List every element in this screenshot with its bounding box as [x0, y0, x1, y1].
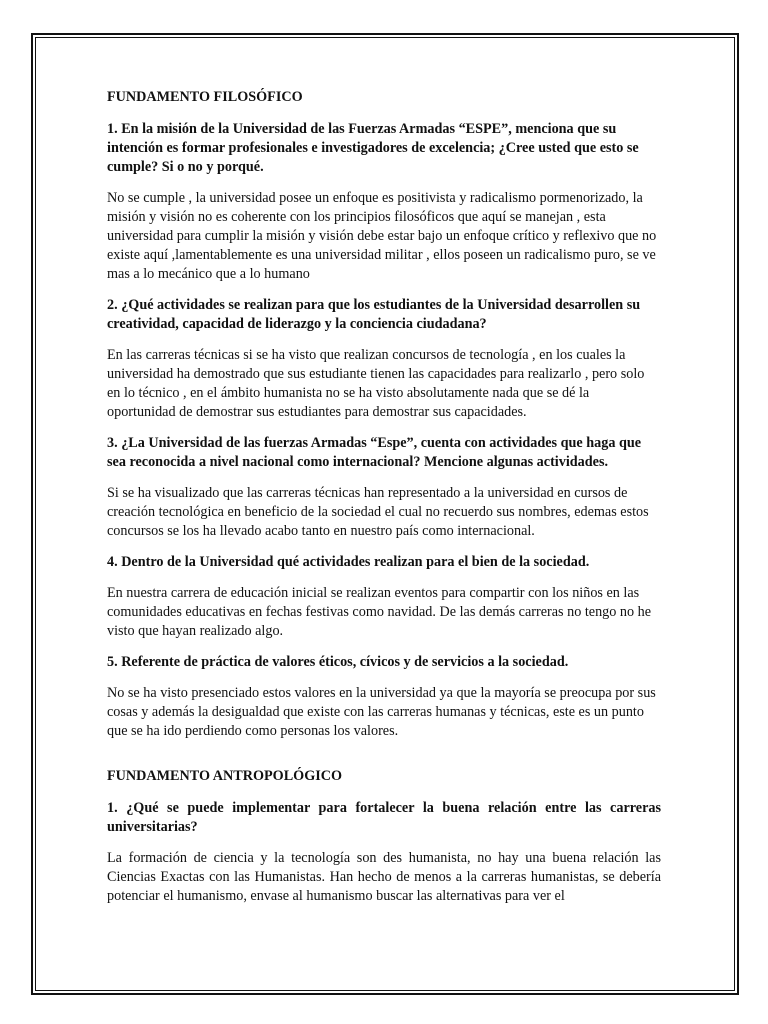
answer-antropologico-1: La formación de ciencia y la tecnología son des humanista, no hay una buena relación las Ciencias Exactas con las Humanistas. Han hecho de menos a la carreras humanistas, se debería potenciar el humanismo, envase al humanismo buscar las alternativas para ver el — [107, 850, 661, 904]
answer-4: En nuestra carrera de educación inicial se realizan eventos para compartir con los niños en las comunidades educativas en fechas festivas como navidad. De las demás carreras no tengo no he visto que hayan realizado algo. — [107, 585, 652, 639]
answer-5: No se ha visto presenciado estos valores en la universidad ya que la mayoría se preocupa por sus cosas y además la desigualdad que existe con las carreras humanas y técnicas, este es un punto que se ha ido perdiendo como personas los valores. — [107, 685, 656, 739]
document-body — [107, 88, 661, 918]
question-5: 5. Referente de práctica de valores éticos, cívicos y de servicios a la sociedad. — [107, 654, 569, 670]
answer-1: No se cumple , la universidad posee un enfoque es positivista y radicalismo pormenorizado, la misión y visión no es coherente con los principios filosóficos que aquí se manejan , esta universidad para cumplir la misión y visión debe estar bajo un enfoque crítico y reflexivo que no existe aquí ,lamentablemente es una universidad militar , ellos poseen un radicalismo puro, se ve mas a lo mecánico que a lo humano — [107, 190, 657, 282]
section-heading-antropologico: FUNDAMENTO ANTROPOLÓGICO — [107, 768, 343, 784]
question-3: 3. ¿La Universidad de las fuerzas Armadas “Espe”, cuenta con actividades que haga que sea reconocida a nivel nacional como internacional? Mencione algunas actividades. — [107, 435, 642, 470]
question-2: 2. ¿Qué actividades se realizan para que los estudiantes de la Universidad desarrollen su creatividad, capacidad de liderazgo y la conciencia ciudadana? — [107, 297, 641, 332]
answer-2: En las carreras técnicas si se ha visto que realizan concursos de tecnología , en los cuales la universidad ha demostrado que sus estudiante tienen las capacidades para realizarlo , pero solo en lo técnico , en el ámbito humanista no se ha visto absolutamente nada que se dé la oportunidad de demostrar sus estudiantes para demostrar sus capacidades. — [107, 347, 645, 420]
question-antropologico-1: 1. ¿Qué se puede implementar para fortalecer la buena relación entre las carreras universitarias? — [107, 800, 661, 835]
answer-3: Si se ha visualizado que las carreras técnicas han representado a la universidad en cursos de creación tecnológica en beneficio de la sociedad el cual no recuerdo sus nombres, edemas estos concursos se los ha llevado acabo tanto en nuestro país como internacional. — [107, 485, 649, 539]
question-1: 1. En la misión de la Universidad de las Fuerzas Armadas “ESPE”, menciona que su intención es formar profesionales e investigadores de excelencia; ¿Cree usted que esto se cumple? Si o no y porqué. — [107, 121, 639, 175]
question-4: 4. Dentro de la Universidad qué actividades realizan para el bien de la sociedad. — [107, 554, 590, 570]
section-heading-filosofico: FUNDAMENTO FILOSÓFICO — [107, 89, 303, 105]
